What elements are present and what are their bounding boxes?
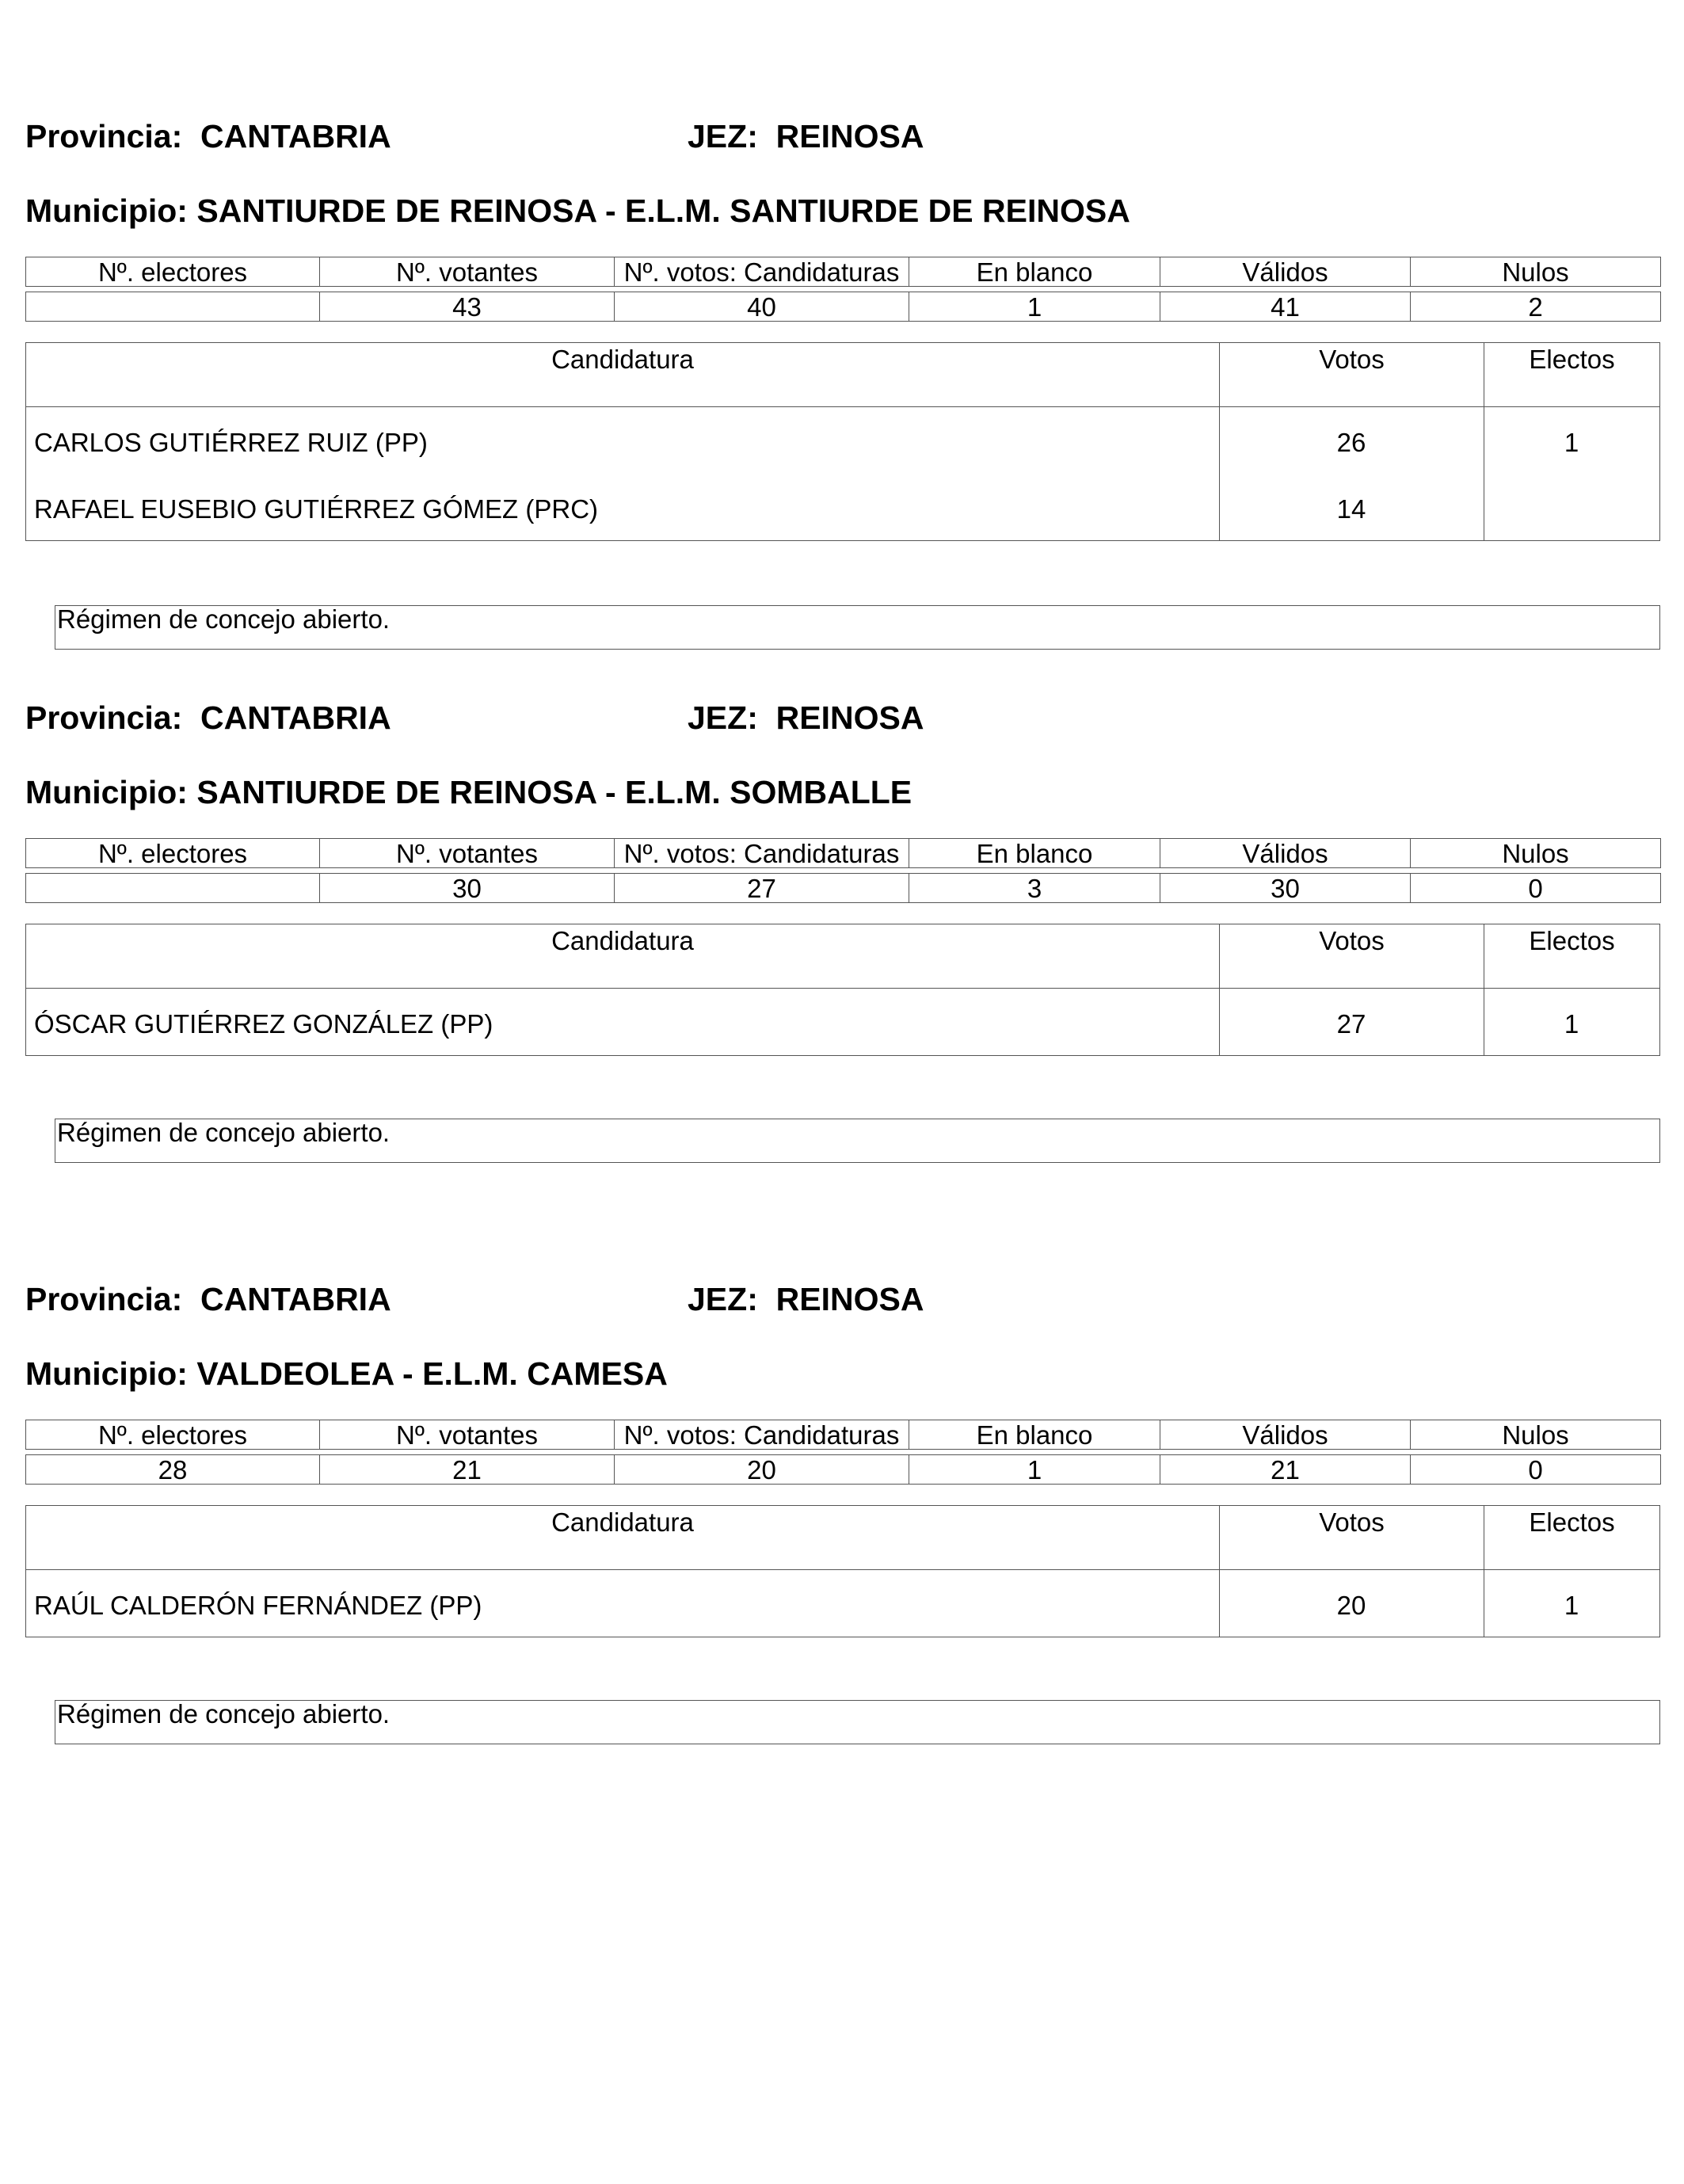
jez-heading: JEZ: REINOSA <box>688 699 924 736</box>
value-nulos: 2 <box>1411 292 1661 322</box>
candidate-row <box>26 1570 1659 1637</box>
value-validos: 21 <box>1160 1455 1411 1485</box>
stats-table <box>25 838 1661 903</box>
header-electos: Electos <box>1484 1506 1659 1569</box>
jez-heading: JEZ: REINOSA <box>688 118 924 154</box>
value-electores <box>26 874 320 903</box>
value-votantes: 21 <box>320 1455 615 1485</box>
jez-heading: JEZ: REINOSA <box>688 1281 924 1317</box>
candidate-name: RAFAEL EUSEBIO GUTIÉRREZ GÓMEZ (PRC) <box>34 494 599 524</box>
header-nulos: Nulos <box>1411 257 1661 287</box>
value-en-blanco: 3 <box>909 874 1160 903</box>
value-en-blanco: 1 <box>909 292 1160 322</box>
note-box: Régimen de concejo abierto. <box>55 605 1660 650</box>
header-votantes: Nº. votantes <box>320 839 615 868</box>
value-validos: 30 <box>1160 874 1411 903</box>
header-votos: Votos <box>1219 1506 1484 1569</box>
value-votos-candidaturas: 40 <box>615 292 909 322</box>
stats-table <box>25 257 1661 322</box>
candidate-votos: 20 <box>1336 1591 1366 1620</box>
header-validos: Válidos <box>1160 257 1411 287</box>
header-votantes: Nº. votantes <box>320 257 615 287</box>
candidates-header <box>26 924 1659 989</box>
candidate-electos: 1 <box>1564 1009 1579 1039</box>
value-nulos: 0 <box>1411 1455 1661 1485</box>
stats-table <box>25 1420 1661 1485</box>
candidate-row <box>26 474 1659 540</box>
candidate-votos: 14 <box>1336 494 1366 524</box>
value-votos-candidaturas: 20 <box>615 1455 909 1485</box>
header-validos: Válidos <box>1160 1420 1411 1450</box>
candidates-table <box>25 924 1660 1056</box>
candidate-votos: 27 <box>1336 1009 1366 1039</box>
header-nulos: Nulos <box>1411 839 1661 868</box>
municipio-heading: Municipio: SANTIURDE DE REINOSA - E.L.M. SANTIURDE DE REINOSA <box>25 192 1130 229</box>
municipio-heading: Municipio: VALDEOLEA - E.L.M. CAMESA <box>25 1355 668 1392</box>
header-nulos: Nulos <box>1411 1420 1661 1450</box>
value-nulos: 0 <box>1411 874 1661 903</box>
provincia-heading: Provincia: CANTABRIA <box>25 118 391 154</box>
header-validos: Válidos <box>1160 839 1411 868</box>
candidate-name: CARLOS GUTIÉRREZ RUIZ (PP) <box>34 428 428 457</box>
candidate-votos: 26 <box>1336 428 1366 457</box>
header-votos-candidaturas: Nº. votos: Candidaturas <box>615 839 909 868</box>
value-votos-candidaturas: 27 <box>615 874 909 903</box>
note-box: Régimen de concejo abierto. <box>55 1700 1660 1744</box>
candidate-electos: 1 <box>1564 1591 1579 1620</box>
value-votantes: 43 <box>320 292 615 322</box>
header-electores: Nº. electores <box>26 839 320 868</box>
header-votos-candidaturas: Nº. votos: Candidaturas <box>615 257 909 287</box>
header-votantes: Nº. votantes <box>320 1420 615 1450</box>
municipio-heading: Municipio: SANTIURDE DE REINOSA - E.L.M. SOMBALLE <box>25 774 912 810</box>
candidate-name: ÓSCAR GUTIÉRREZ GONZÁLEZ (PP) <box>34 1009 493 1039</box>
header-electores: Nº. electores <box>26 1420 320 1450</box>
header-electores: Nº. electores <box>26 257 320 287</box>
header-candidatura: Candidatura <box>551 926 694 955</box>
value-votantes: 30 <box>320 874 615 903</box>
header-en-blanco: En blanco <box>909 1420 1160 1450</box>
header-votos: Votos <box>1219 924 1484 988</box>
note-box: Régimen de concejo abierto. <box>55 1119 1660 1163</box>
provincia-heading: Provincia: CANTABRIA <box>25 699 391 736</box>
candidates-table <box>25 1505 1660 1637</box>
header-candidatura: Candidatura <box>551 345 694 374</box>
candidates-header <box>26 1506 1659 1570</box>
header-candidatura: Candidatura <box>551 1507 694 1537</box>
candidate-electos: 1 <box>1564 428 1579 457</box>
header-en-blanco: En blanco <box>909 257 1160 287</box>
value-en-blanco: 1 <box>909 1455 1160 1485</box>
header-en-blanco: En blanco <box>909 839 1160 868</box>
provincia-heading: Provincia: CANTABRIA <box>25 1281 391 1317</box>
candidates-table <box>25 342 1660 541</box>
header-votos-candidaturas: Nº. votos: Candidaturas <box>615 1420 909 1450</box>
value-electores <box>26 292 320 322</box>
value-validos: 41 <box>1160 292 1411 322</box>
candidates-header <box>26 343 1659 407</box>
header-electos: Electos <box>1484 343 1659 406</box>
header-votos: Votos <box>1219 343 1484 406</box>
candidate-row <box>26 407 1659 474</box>
header-electos: Electos <box>1484 924 1659 988</box>
candidate-name: RAÚL CALDERÓN FERNÁNDEZ (PP) <box>34 1591 482 1620</box>
value-electores: 28 <box>26 1455 320 1485</box>
candidate-row <box>26 989 1659 1055</box>
